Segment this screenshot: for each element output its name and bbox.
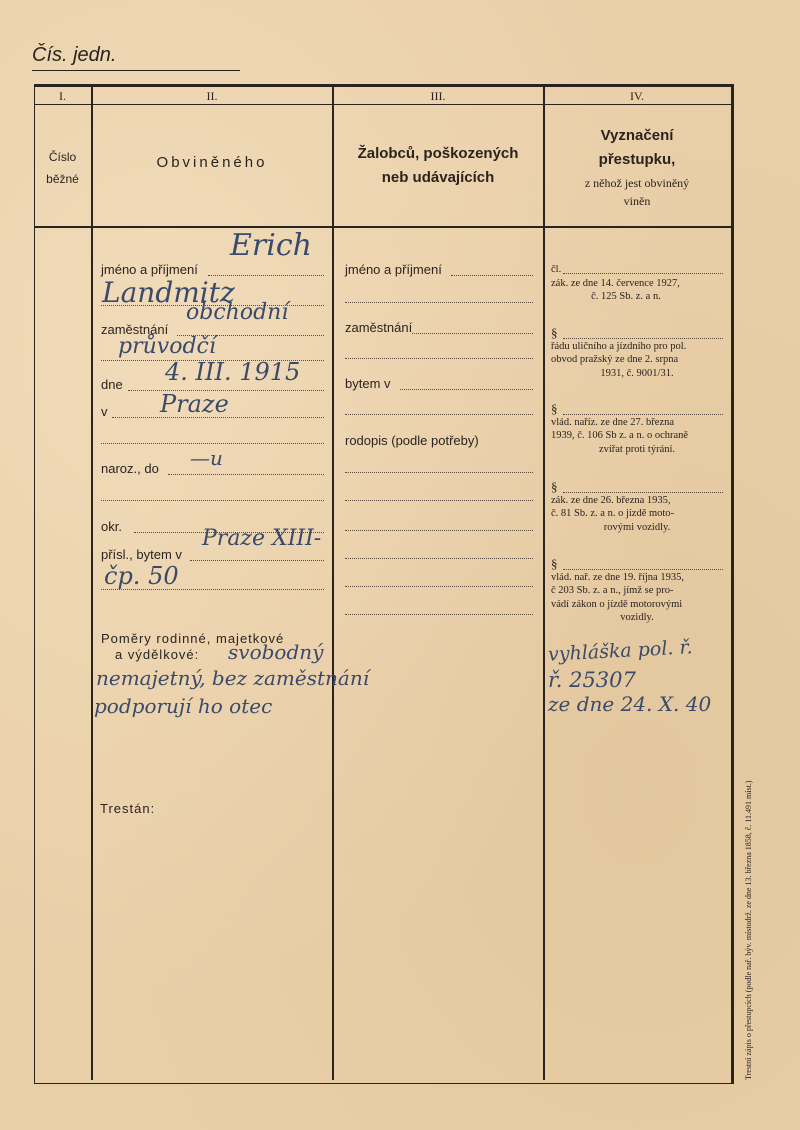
offence-5-line-a: vlád. nař. ze dne 19. října 1935, xyxy=(551,571,684,583)
name-label: jméno a příjmení xyxy=(101,262,198,277)
col-divider-2 xyxy=(332,86,334,1080)
complainant-name-label: jméno a příjmení xyxy=(345,262,442,277)
domicile-dotted-line xyxy=(190,560,324,561)
col-divider-3 xyxy=(543,86,545,1080)
offence-5-line-c: vádí zákon o jízdě motorovými xyxy=(551,598,683,610)
col4-title-line2: přestupku, xyxy=(598,151,676,168)
residence-label: naroz., do xyxy=(101,461,159,476)
col1-header xyxy=(34,146,91,190)
col-number-1: I. xyxy=(59,89,66,103)
offence-block-2 xyxy=(551,326,723,380)
col4-subtitle-line2: viněn xyxy=(623,194,651,208)
col2-header: Obviněného xyxy=(156,154,268,171)
birth-date-handwritten: 4. III. 1915 xyxy=(165,358,301,386)
col1-title-line2: běžné xyxy=(46,172,79,186)
offence-1-line-a: zák. ze dne 14. července 1927, xyxy=(551,277,680,289)
offence-2-line-c: 1931, č. 9001/31. xyxy=(600,367,674,379)
header-divider xyxy=(34,226,732,228)
family-label-2: a výdělkové: xyxy=(115,647,200,662)
offence-handwritten-3: ze dne 24. X. 40 xyxy=(548,692,712,716)
offence-5-line-b: č 203 Sb. z. a n., jímž se pro- xyxy=(551,585,674,596)
family-handwritten-1: svobodný xyxy=(228,640,324,664)
offence-block-3 xyxy=(551,402,723,456)
col-number-4: IV. xyxy=(629,89,645,103)
offence-block-1 xyxy=(551,263,723,304)
offence-handwritten-1: vyhláška pol. ř. xyxy=(547,636,694,666)
complainant-dotted-line-5 xyxy=(345,500,533,501)
offence-3-dotted-line xyxy=(563,414,723,415)
blank-dotted-line-1 xyxy=(101,443,324,444)
offence-4-line-b: č. 81 Sb. z. a n. o jízdě moto- xyxy=(551,508,675,519)
offence-3-line-b: 1939, č. 106 Sb z. a n. o ochraně xyxy=(551,430,689,441)
occupation-handwritten-2: průvodčí xyxy=(118,334,216,359)
offence-4-section: § xyxy=(551,479,558,494)
col3-title-line1: Žalobců, poškozených xyxy=(357,145,519,162)
family-handwritten-3: podporují ho otec xyxy=(94,694,273,718)
offence-block-5 xyxy=(551,557,723,625)
offence-block-4 xyxy=(551,480,723,534)
punished-label: Trestán: xyxy=(100,801,156,816)
col4-header xyxy=(544,124,730,210)
complainant-dotted-line-2 xyxy=(345,358,533,359)
col3-header xyxy=(333,142,543,190)
family-label-1: Poměry rodinné, majetkové xyxy=(101,631,285,646)
offence-5-section: § xyxy=(551,556,558,571)
occupation-label: zaměstnání xyxy=(101,322,169,337)
first-name-handwritten: Erich xyxy=(230,228,312,263)
complainant-dotted-line-9 xyxy=(345,614,533,615)
offence-3-line-a: vlád. naříz. ze dne 27. března xyxy=(551,416,675,428)
col4-subtitle-line1: z něhož jest obviněný xyxy=(584,176,690,190)
offence-2-line-a: řádu uličního a jízdního pro pol. xyxy=(551,340,687,352)
complainant-dotted-line-3 xyxy=(345,414,533,415)
complainant-dotted-line-6 xyxy=(345,530,533,531)
offence-4-line-c: rovými vozidly. xyxy=(603,521,671,533)
offence-handwritten-2: ř. 25307 xyxy=(548,668,636,692)
domicile-handwritten: Praze XIII- xyxy=(202,526,322,551)
birth-place-handwritten: Praze xyxy=(160,390,229,418)
domicile-number-handwritten: čp. 50 xyxy=(104,562,179,590)
offence-1-line-b: č. 125 Sb. z. a n. xyxy=(591,291,661,302)
district-label: okr. xyxy=(101,519,122,534)
row-divider xyxy=(34,104,732,105)
col-number-2: II. xyxy=(206,89,218,103)
offence-1-article: čl. xyxy=(551,264,562,275)
complainant-occupation-label: zaměstnání xyxy=(345,320,413,335)
col3-title-line2: neb udávajících xyxy=(381,169,495,186)
offence-4-dotted-line xyxy=(563,492,723,493)
surname-handwritten: Landmitz xyxy=(102,276,235,309)
col-divider-1 xyxy=(91,86,93,1080)
col-number-3: III. xyxy=(430,89,446,103)
offence-3-line-c: zvířat proti týrání. xyxy=(598,443,676,455)
offence-2-line-b: obvod pražský ze dne 2. srpna xyxy=(551,354,679,365)
col1-title-line1: Číslo xyxy=(48,150,77,164)
complainant-dotted-line-7 xyxy=(345,558,533,559)
offence-5-dotted-line xyxy=(563,569,723,570)
complainant-residence-dotted-line xyxy=(400,389,533,390)
offence-2-dotted-line xyxy=(563,338,723,339)
complainant-dotted-line-1 xyxy=(345,302,533,303)
complainant-dotted-line-8 xyxy=(345,586,533,587)
offence-5-line-d: vozidly. xyxy=(620,612,654,623)
form-side-note-text: Trestní zápis o přestupcích (podle nař. býv. místodrž. ze dne 13. března 1858, č. 11.491 míst.) xyxy=(744,780,753,1080)
offence-1-dotted-line xyxy=(563,273,723,274)
complainant-dotted-line-4 xyxy=(345,472,533,473)
complainant-residence-label: bytem v xyxy=(345,376,391,391)
case-number-label: Čís. jedn. xyxy=(32,44,117,66)
form-side-note xyxy=(744,660,758,1080)
blank-dotted-line-2 xyxy=(101,500,324,501)
occupation-handwritten-1: obchodní xyxy=(186,300,289,325)
residence-handwritten: —u xyxy=(190,446,223,470)
domicile-label: přísl., bytem v xyxy=(101,547,182,562)
complainant-occupation-dotted-line xyxy=(412,333,533,334)
col4-title-line1: Vyznačení xyxy=(600,127,674,144)
place-dotted-line xyxy=(112,417,324,418)
offence-2-section: § xyxy=(551,325,558,340)
case-number-underline xyxy=(32,70,240,71)
domicile-dotted-line-2 xyxy=(101,589,324,590)
offence-4-line-a: zák. ze dne 26. března 1935, xyxy=(551,494,671,506)
place-label: v xyxy=(101,404,108,419)
family-handwritten-2: nemajetný, bez zaměstnání xyxy=(96,666,370,690)
complainant-name-dotted-line xyxy=(451,275,533,276)
residence-dotted-line xyxy=(168,474,324,475)
date-label: dne xyxy=(101,377,123,392)
offence-3-section: § xyxy=(551,401,558,416)
complainant-description-label: rodopis (podle potřeby) xyxy=(345,433,479,448)
